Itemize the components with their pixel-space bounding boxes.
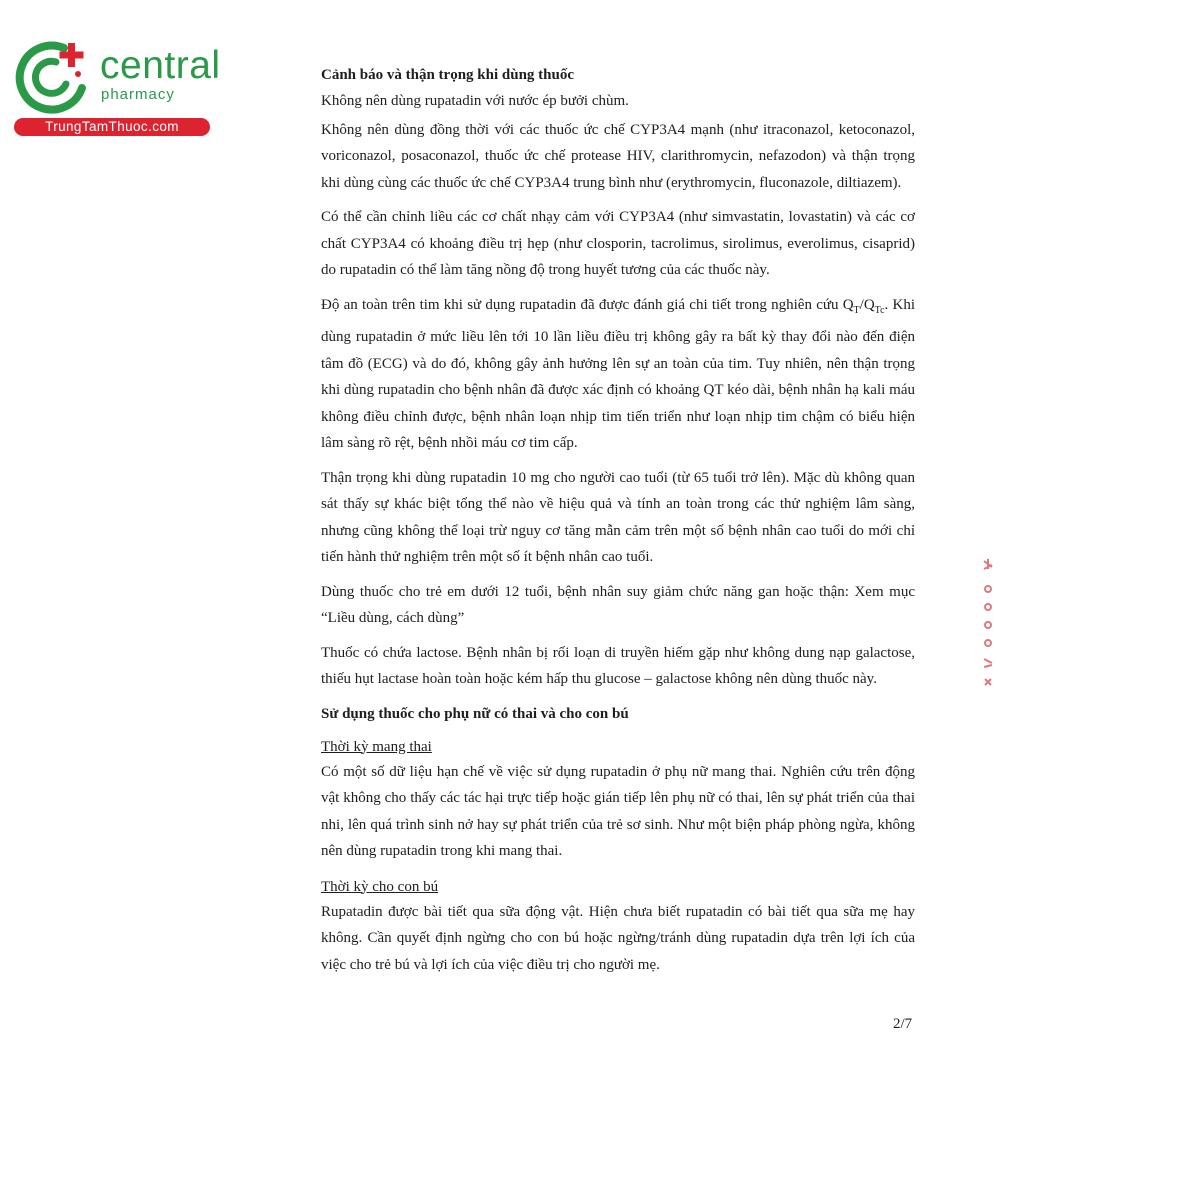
paragraph-breastfeeding: Rupatadin được bài tiết qua sữa động vật. Hiện chưa biết rupatadin có bài tiết qua sữa mẹ hay không. Cần quyết định ngừng cho con bú hoặc ngừng/tránh dùng rupatadin dựa trên lợi ích của việc cho trẻ bú và lợi ích của việc điều trị cho người mẹ. [321, 903, 915, 973]
central-pharmacy-logo[interactable] [12, 36, 221, 136]
page-number: 2/7 [893, 1016, 913, 1032]
paragraph-cyp3a4-substrates: Có thể cần chỉnh liều các cơ chất nhạy cảm với CYP3A4 (như simvastatin, lovastatin) và các cơ chất CYP3A4 có khoảng điều trị hẹp (như closporin, tacrolimus, sirolimus, everolimus, cisaprid) do rupatadin có thể làm tăng nồng độ trong huyết tương của các thuốc này. [321, 209, 915, 278]
logo-subtitle: pharmacy [101, 86, 175, 103]
cardiac-subscript-t: T [853, 304, 860, 316]
paragraph-children: Dùng thuốc cho trẻ em dưới 12 tuổi, bệnh nhân suy giảm chức năng gan hoặc thận: Xem mục “Liều dùng, cách dùng” [321, 583, 915, 626]
logo-wordmark: central [100, 44, 221, 87]
paragraph-elderly: Thận trọng khi dùng rupatadin 10 mg cho người cao tuổi (từ 65 tuổi trở lên). Mặc dù không quan sát thấy sự khác biệt tổng thể nào về hiệu quả và tính an toàn trong các thử nghiệm lâm sàng, nhưng cũng không thể loại trừ nguy cơ tăng mẫn cảm trên một số bệnh nhân cao tuổi do mới chỉ tiến hành thử nghiệm trên một số ít bệnh nhân cao tuổi. [321, 469, 915, 565]
logo-site-url[interactable]: TrungTamThuoc.com [14, 118, 210, 136]
paragraph-pregnancy: Có một số dữ liệu hạn chế về việc sử dụng rupatadin ở phụ nữ mang thai. Nghiên cứu trên động vật không cho thấy các tác hại trực tiếp hoặc gián tiếp lên phụ nữ có thai, lên sự phát triển của thai nhi, lên quá trình sinh nở hay sự phát triển của trẻ sơ sinh. Như một biện pháp phòng ngừa, không nên dùng rupatadin trong khi mang thai. [321, 763, 915, 859]
stamp-mark-icon [968, 555, 1008, 695]
paragraph-lactose: Thuốc có chứa lactose. Bệnh nhân bị rối loạn di truyền hiếm gặp như không dung nạp galactose, thiếu hụt lactase hoàn toàn hoặc kém hấp thu glucose – galactose không nên dùng thuốc này. [321, 644, 915, 687]
paragraph-cyp3a4-inhibitors: Không nên dùng đồng thời với các thuốc ức chế CYP3A4 mạnh (như itraconazol, ketoconazol, voriconazol, posaconazol, thuốc ức chế protease HIV, clarithromycin, nefazodon) và thận trọng khi dùng cùng các thuốc ức chế CYP3A4 trung bình như (erythromycin, fluconazole, diltiazem). [321, 121, 915, 191]
paragraph-grapefruit: Không nên dùng rupatadin với nước ép bưởi chùm. [321, 93, 629, 109]
subheading-pregnancy: Thời kỳ mang thai [321, 738, 432, 755]
cardiac-subscript-tc: Tc [874, 304, 885, 316]
section-heading-pregnancy: Sử dụng thuốc cho phụ nữ có thai và cho con bú [321, 705, 629, 722]
subheading-breastfeeding: Thời kỳ cho con bú [321, 878, 439, 895]
cardiac-text-pre: Độ an toàn trên tim khi sử dụng rupatadin đã được đánh giá chi tiết trong nghiên cứu Q [321, 296, 854, 313]
pharmacy-cross-logo-icon [12, 36, 98, 116]
cardiac-text-post: . Khi dùng rupatadin ở mức liều lên tới 10 lần liều điều trị không gây ra bất kỳ thay đổi nào đến điện tâm đồ (ECG) và do đó, không gây ảnh hưởng lên sự an toàn của tim. Tuy nhiên, nên thận trọng khi dùng rupatadin cho bệnh nhân đã được xác định có khoảng QT kéo dài, bệnh nhân hạ kali máu không điều chỉnh được, bệnh nhân loạn nhịp tim tiến triển như loạn nhịp tim chậm có biểu hiện lâm sàng rõ rệt, bệnh nhồi máu cơ tim cấp. [321, 296, 915, 451]
cardiac-text-mid: /Q [859, 296, 875, 313]
section-heading-warnings: Cảnh báo và thận trọng khi dùng thuốc [321, 67, 575, 83]
document-body [321, 62, 915, 986]
paragraph-cardiac-safety [321, 292, 915, 457]
